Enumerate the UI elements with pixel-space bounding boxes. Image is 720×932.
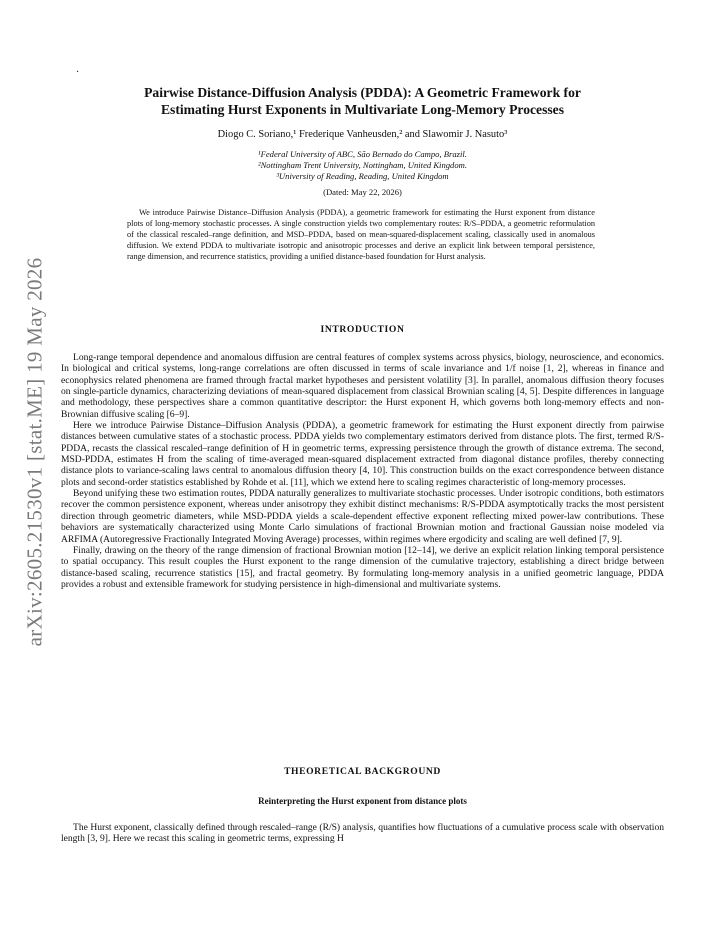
subsection-title: Reinterpreting the Hurst exponent from distance plots: [258, 796, 467, 806]
abstract: We introduce Pairwise Distance–Diffusion Analysis (PDDA), a geometric framework for estimating the Hurst exponent from distance plots of long-memory stochastic processes. A single construction yields two complementary routes: R/S–PDDA, a geometric reformulation of the classical rescaled–range definition, and MSD–PDDA, based on mean-squared-displacement scaling, classically used in anomalous diffusion. We extend PDDA to multivariate isotropic and anisotropic processes and derive an explicit link between temporal persistence, range dimension, and recurrence statistics, providing a unified distance-based foundation for Hurst analysis.: [127, 208, 595, 261]
affiliation-2: ²Nottingham Trent University, Nottingham, United Kingdom.: [258, 160, 467, 170]
section-introduction: INTRODUCTION: [320, 324, 405, 335]
page-mark: .: [76, 64, 80, 75]
title-line-2: Estimating Hurst Exponents in Multivariate Long-Memory Processes: [160, 102, 564, 117]
affiliations: [60, 149, 665, 182]
introduction-body: [61, 352, 664, 590]
dated-line: (Dated: May 22, 2026): [323, 187, 402, 197]
paper-title: [60, 84, 665, 118]
arxiv-sidebar: [18, 242, 52, 662]
intro-paragraph-4: Finally, drawing on the theory of the range dimension of fractional Brownian motion [12–14], we derive an explicit relation linking temporal persistence to spatial occupancy. This result couples the Hurst exponent to the range dimension of the cumulative trajectory, establishing a direct bridge between distance-based scaling, recurrence statistics [15], and fractal geometry. By formulating long-memory analysis in a unified geometric language, PDDA provides a robust and extensible framework for studying persistence in high-dimensional and multivariate systems.: [61, 544, 664, 590]
affiliation-1: ¹Federal University of ABC, São Bernado do Campo, Brazil.: [258, 149, 467, 159]
author-list: Diogo C. Soriano,¹ Frederique Vanheusden,² and Slawomir J. Nasuto³: [217, 129, 508, 140]
background-paragraph: The Hurst exponent, classically defined through rescaled–range (R/S) analysis, quantifies how fluctuations of a cumulative process scale with observation length [3, 9]. Here we recast this scaling in geometric terms, expressing H: [61, 822, 664, 845]
intro-paragraph-3: Beyond unifying these two estimation routes, PDDA naturally generalizes to multivariate stochastic processes. Under isotropic conditions, both estimators recover the common persistence exponent, whereas under anisotropy they exhibit distinct mechanisms: R/S-PDDA asymptotically tracks the most persistent direction through geometric diameters, while MSD-PDDA yields a scale-dependent effective exponent reflecting mixed power-law contributions. These behaviors are systematically characterized using Monte Carlo simulations of fractional Brownian motion and fractional Gaussian noise modeled via ARFIMA (Autoregressive Fractionally Integrated Moving Average) processes, within regimes where ergodicity and scaling are well defined [7, 9].: [61, 488, 664, 545]
arxiv-identifier: arXiv:2605.21530v1 [stat.ME] 19 May 2026: [22, 257, 47, 647]
title-line-1: Pairwise Distance-Diffusion Analysis (PDDA): A Geometric Framework for: [144, 85, 581, 100]
section-theoretical-background: THEORETICAL BACKGROUND: [284, 766, 441, 777]
background-body: [61, 822, 664, 845]
intro-paragraph-1: Long-range temporal dependence and anomalous diffusion are central features of complex systems across physics, biology, neuroscience, and economics. In biological and critical systems, long-range correlations are often discussed in terms of scale invariance and 1/f noise [1, 2], whereas in finance and econophysics related phenomena are framed through fractal market hypotheses and persistent volatility [3]. In parallel, anomalous diffusion theory focuses on single-particle dynamics, characterizing deviations of mean-squared displacement from classical Brownian scaling [4, 5]. Despite differences in language and methodology, these perspectives share a common quantitative descriptor: the Hurst exponent H, which governs both long-memory effects and non-Brownian diffusive scaling [6–9].: [61, 352, 664, 420]
affiliation-3: ³University of Reading, Reading, United Kingdom: [276, 171, 449, 181]
intro-paragraph-2: Here we introduce Pairwise Distance–Diffusion Analysis (PDDA), a geometric framework for estimating the Hurst exponent directly from pairwise distances between cumulative states of a stochastic process. PDDA yields two complementary estimators derived from distance plots. The first, termed R/S-PDDA, recasts the classical rescaled–range definition of H in geometric terms, expressing persistence through the growth of distance extrema. The second, MSD-PDDA, estimates H from the scaling of time-averaged mean-squared displacement extracted from diagonal distance profiles, thereby connecting distance plots to variance-scaling laws central to anomalous diffusion theory [4, 10]. This construction builds on the exact correspondence between distance plots and second-order statistics established by Rohde et al. [11], which we extend here to scaling regimes characteristic of long-memory processes.: [61, 420, 664, 488]
